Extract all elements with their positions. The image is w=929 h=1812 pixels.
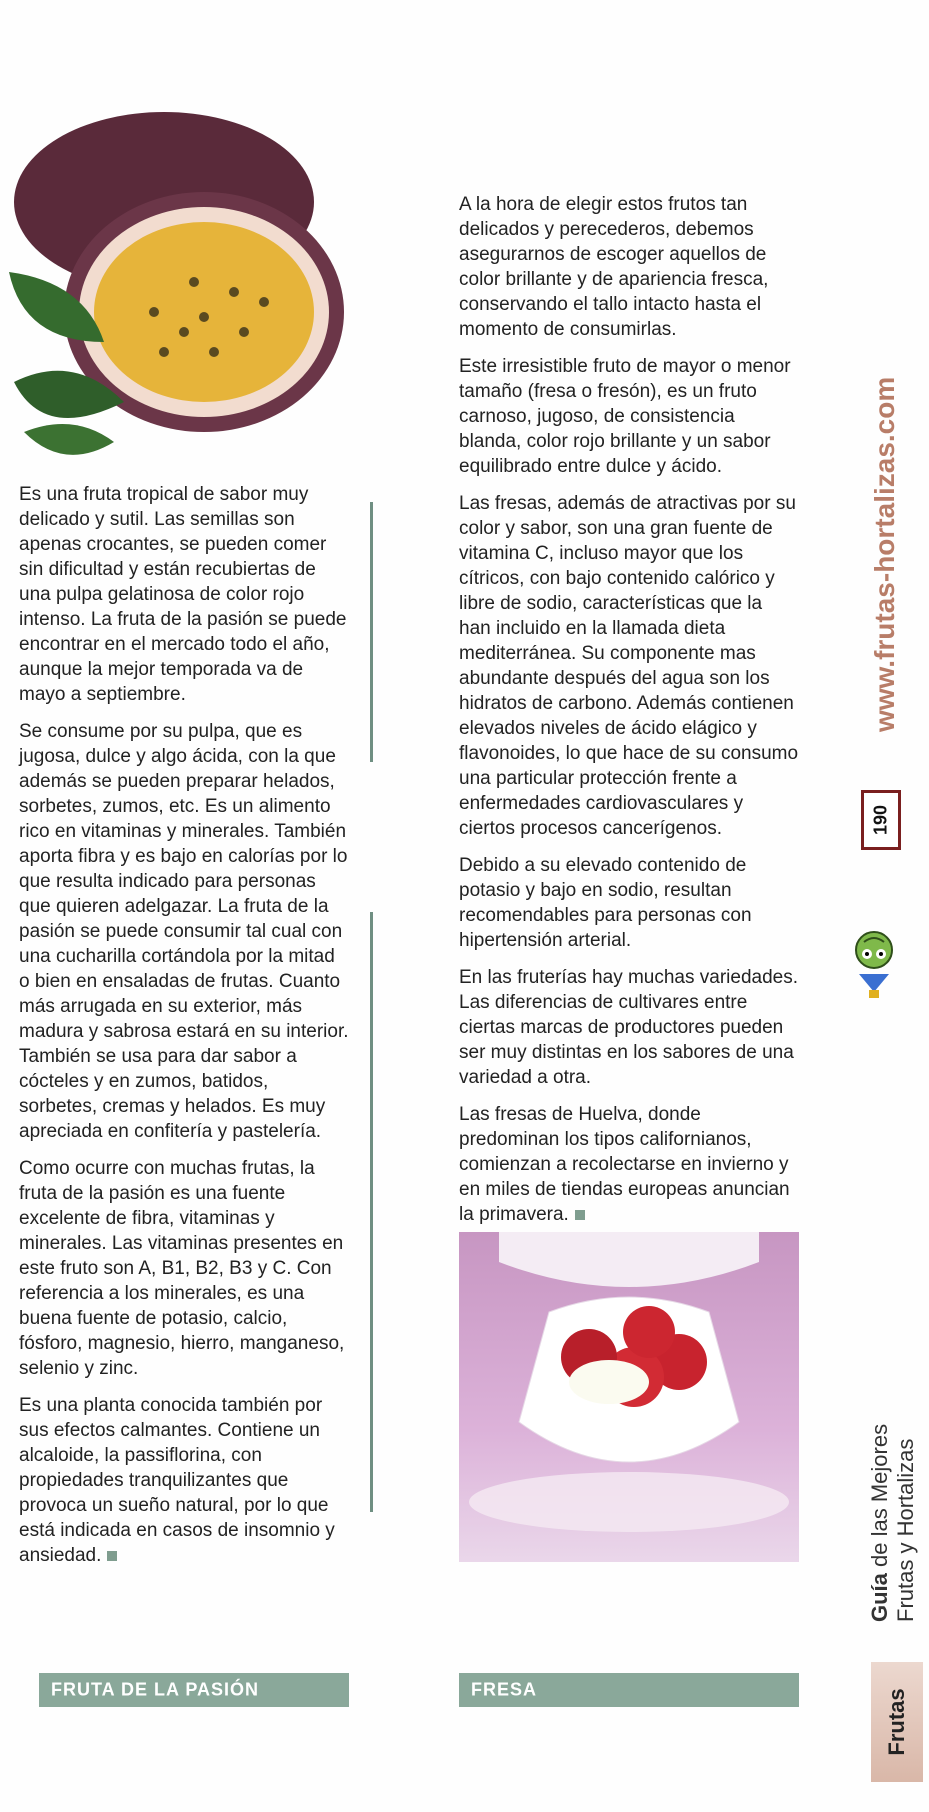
fresa-paragraph-6: Las fresas de Huelva, donde predominan los tipos californianos, comienzan a recolectarse en invierno y en miles de tiendas europeas anuncian la primavera. xyxy=(459,1104,790,1225)
fresa-paragraph-4: Debido a su elevado contenido de potasio y bajo en sodio, resultan recomendables para personas con hipertensión arterial. xyxy=(459,855,752,951)
pasion-paragraph-4: Es una planta conocida también por sus efectos calmantes. Contiene un alcaloide, la passiflorina, con propiedades tranquilizantes que provoca un sueño natural, por lo que está indicada en casos de insomnio y ansiedad. xyxy=(19,1395,335,1566)
guide-title-rest: de las Mejores xyxy=(867,1423,892,1574)
column-divider-fresa xyxy=(370,912,373,1512)
guide-title-bold: Guía xyxy=(867,1573,892,1622)
section-tab-label: Frutas xyxy=(884,1688,909,1756)
page-header-strip xyxy=(809,0,929,1812)
fresa-paragraph-3: Las fresas, además de atractivas por su color y sabor, son una gran fuente de vitamina C, incluso mayor que los cítricos, con bajo contenido calórico y libre de sodio, características que la han incluido en la llamada dieta mediterránea. Su componente mas abundante después del agua son los hidratos de carbono. Además contienen elevados niveles de ácido elágico y flavonoides, lo que hace de su consumo una particular protección frente a enfermedades cardiovasculares y ciertos procesos cancerígenos. xyxy=(459,493,799,839)
fresa-paragraph-2: Este irresistible fruto de mayor o menor tamaño (fresa o fresón), es un fruto carnoso, jugoso, de consistencia blanda, color rojo brillante y un sabor equilibrado entre dulce y ácido. xyxy=(459,356,791,477)
fresa-text xyxy=(459,192,799,1225)
end-mark-icon xyxy=(107,1551,117,1561)
section-tab xyxy=(871,1662,923,1782)
pasion-heading: FRUTA DE LA PASIÓN xyxy=(51,1679,259,1700)
website-url xyxy=(859,312,909,732)
guide-title xyxy=(855,1362,918,1622)
pasion-heading-bar xyxy=(39,1673,349,1707)
fresa-heading-bar xyxy=(459,1673,799,1707)
page-number-box xyxy=(861,790,901,850)
page-number: 190 xyxy=(870,804,891,836)
fresa-heading: FRESA xyxy=(471,1679,538,1700)
strawberry-photo xyxy=(459,1232,799,1562)
fresa-paragraph-1: A la hora de elegir estos frutos tan delicados y perecederos, debemos asegurarnos de escoger aquellos de color brillante y de apariencia fresca, conservando el tallo intacto hasta el momento de consumirlas. xyxy=(459,194,769,340)
pasion-text xyxy=(19,482,349,1662)
end-mark-icon xyxy=(575,1210,585,1220)
fresa-paragraph-5: En las fruterías hay muchas variedades. Las diferencias de cultivares entre ciertas marcas de productores pueden ser muy distintas en los sabores de una variedad a otra. xyxy=(459,967,799,1088)
website-url-text: www.frutas-hortalizas.com xyxy=(869,376,900,732)
guide-title-line2: Frutas y Hortalizas xyxy=(893,1438,918,1622)
passion-fruit-photo xyxy=(4,92,404,462)
pasion-paragraph-3: Como ocurre con muchas frutas, la fruta de la pasión es una fuente excelente de fibra, vitaminas y minerales. Las vitaminas presentes en este fruto son A, B1, B2, B3 y C. Con referencia a los minerales, es una buena fuente de potasio, calcio, fósforo, magnesio, hierro, manganeso, selenio y zinc. xyxy=(19,1158,345,1379)
column-divider-pasion xyxy=(370,502,373,762)
mascot-icon xyxy=(839,922,909,1002)
pasion-paragraph-1: Es una fruta tropical de sabor muy delicado y sutil. Las semillas son apenas crocantes, se pueden comer sin dificultad y están recubiertas de una pulpa gelatinosa de color rojo intenso. La fruta de la pasión se puede encontrar en el mercado todo el año, aunque la mejor temporada va de mayo a septiembre. xyxy=(19,484,347,705)
pasion-paragraph-2: Se consume por su pulpa, que es jugosa, dulce y algo ácida, con la que además se pueden preparar helados, sorbetes, zumos, etc. Es un alimento rico en vitaminas y minerales. También aporta fibra y es bajo en calorías por lo que resulta indicado para personas que quieren adelgazar. La fruta de la pasión se puede consumir tal cual con una cucharilla cortándola por la mitad o bien en ensaladas de frutas. Cuanto más arrugada en su exterior, más madura y sabrosa estará en su interior. También se usa para dar sabor a cócteles y en zumos, batidos, sorbetes, cremas y helados. Es muy apreciada en confitería y pastelería. xyxy=(19,721,349,1142)
